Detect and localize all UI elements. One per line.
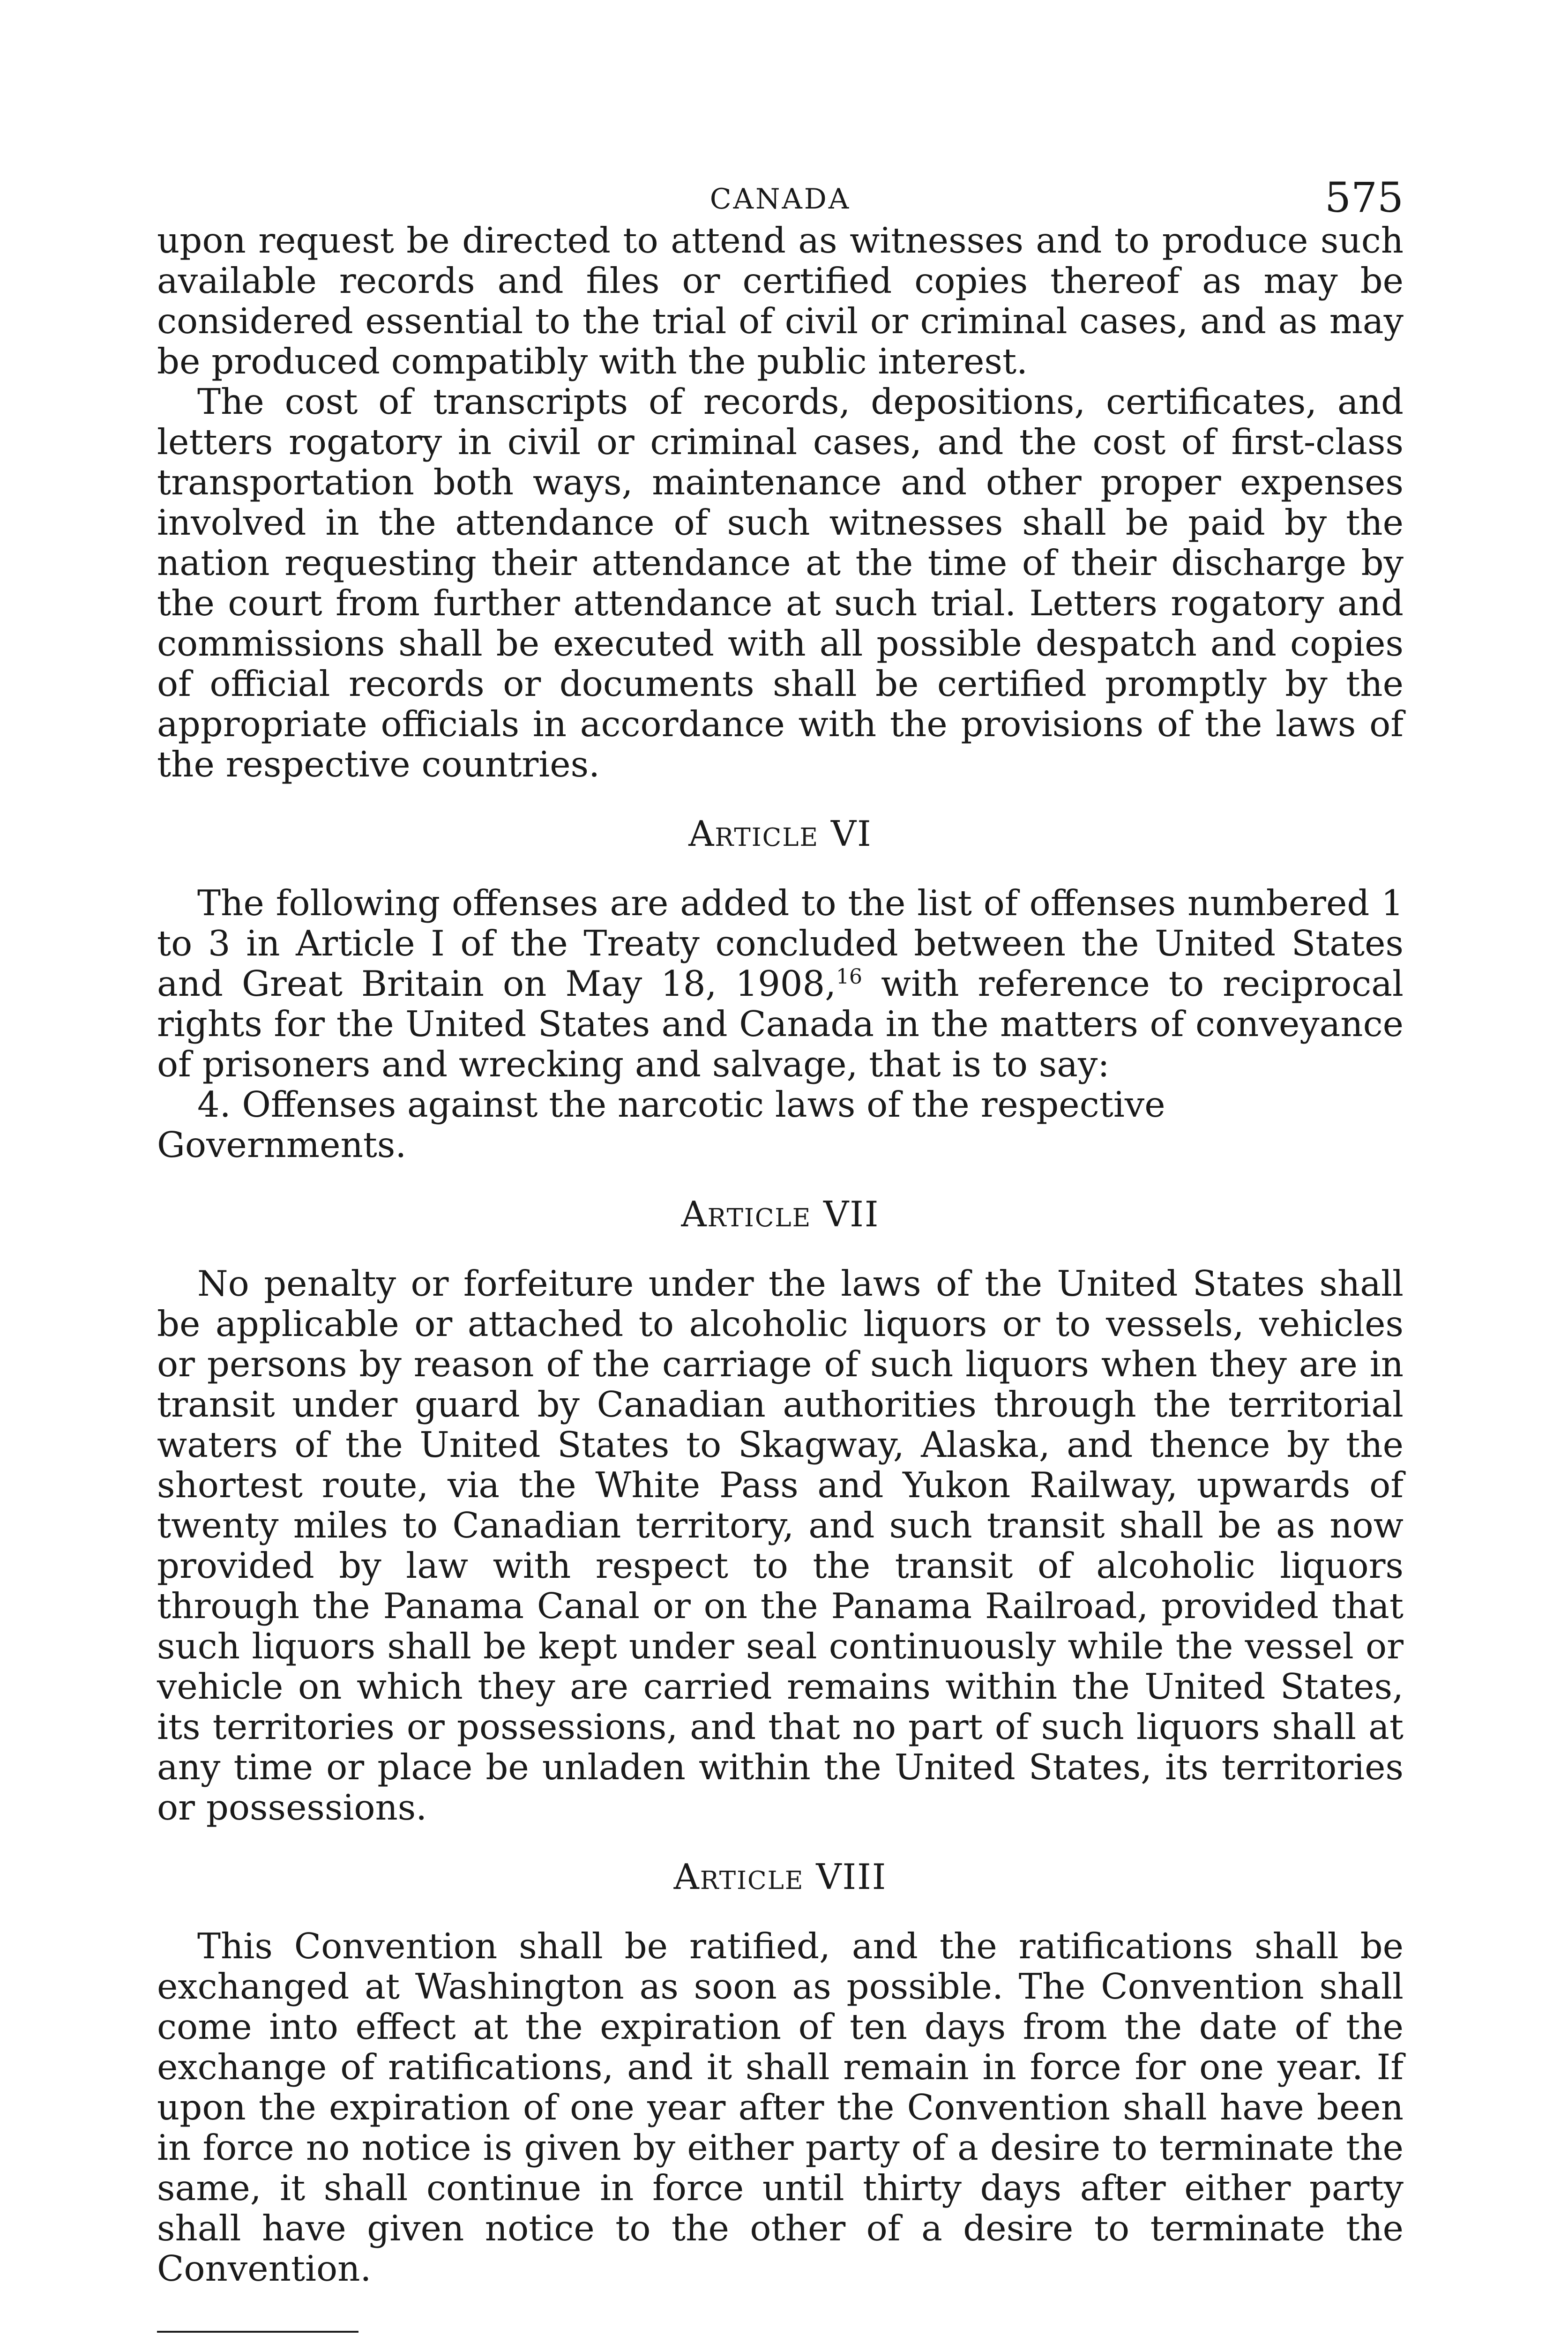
running-head bbox=[157, 164, 1404, 220]
article-vi-list-item: 4. Offenses against the narcotic laws of the respective Governments. bbox=[157, 1084, 1165, 1165]
article-vi-text-before: The following offenses are added to the list of offenses numbered 1 to 3 in Article I of the Treaty concluded between the United States and Great Britain on May 18, 1908, bbox=[157, 882, 1404, 1004]
footnote-divider bbox=[157, 2331, 358, 2333]
page-number: 575 bbox=[1325, 173, 1404, 222]
document-page bbox=[157, 164, 1404, 2343]
paragraph-continuation: upon request be directed to attend as witnesses and to produce such available records and files or certified copies thereof as may be considered essential to the trial of civil or criminal cases, and as may be produced compatibly with the public interest. bbox=[157, 220, 1404, 382]
running-title: CANADA bbox=[709, 183, 851, 216]
paragraph-costs: The cost of transcripts of records, depositions, certificates, and letters rogatory in civil or criminal cases, and the cost of first-class transportation both ways, maintenance and other proper expenses involved in the attendance of such witnesses shall be paid by the nation requesting their attendance at the time of their discharge by the court from further attendance at such trial. Letters rogatory and commissions shall be executed with all possible despatch and copies of official records or documents shall be certified promptly by the appropriate officials in accordance with the provisions of the laws of the respective countries. bbox=[157, 381, 1404, 785]
article-vii-text: No penalty or forfeiture under the laws of the United States shall be applicable or attached to alcoholic liquors or to vessels, vehicles or persons by reason of the carriage of such liquors when they are in transit under guard by Canadian authorities through the territorial waters of the United States to Skagway, Alaska, and thence by the shortest route, via the White Pass and Yukon Railway, upwards of twenty miles to Canadian territory, and such transit shall be as now provided by law with respect to the transit of alcoholic liquors through the Panama Canal or on the Panama Railroad, provided that such liquors shall be kept under seal continuously while the vessel or vehicle on which they are carried remains within the United States, its territories or possessions, and that no part of such liquors shall at any time or place be unladen within the United States, its territories or possessions. bbox=[157, 1263, 1404, 1828]
footnote-reference[interactable]: 16 bbox=[836, 965, 863, 989]
article-viii-text: This Convention shall be ratified, and the ratifications shall be exchanged at Washington as soon as possible. The Convention shall come into effect at the expiration of ten days from the date of the exchange of ratifications, and it shall remain in force for one year. If upon the expiration of one year after the Convention shall have been in force no notice is given by either party of a desire to terminate the same, it shall continue in force until thirty days after either party shall have given notice to the other of a desire to terminate the Convention. bbox=[157, 1925, 1404, 2289]
article-vi-text bbox=[157, 883, 1404, 1084]
article-viii-heading: Article VIII bbox=[673, 1856, 887, 1897]
article-vii-heading: Article VII bbox=[681, 1194, 880, 1235]
article-vi-heading: Article VI bbox=[688, 813, 872, 854]
article-vi-text-after: with reference to reciprocal rights for the United States and Canada in the matters of conveyance of prisoners and wrecking and salvage, that is to say: bbox=[157, 963, 1404, 1085]
